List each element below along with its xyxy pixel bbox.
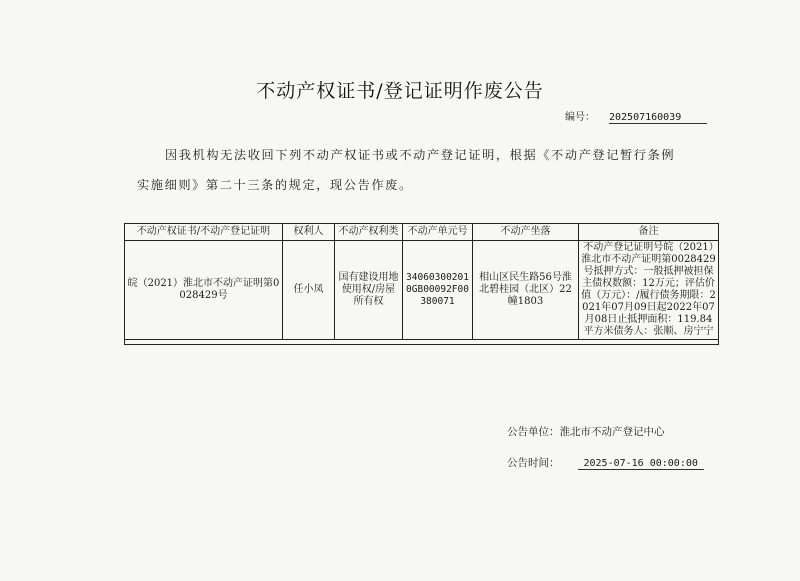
table-blank-row	[125, 340, 719, 345]
time-label: 公告时间：	[507, 457, 560, 469]
paragraph-line-1: 因我机构无法收回下列不动产权证书或不动产登记证明，根据《不动产登记暂行条例	[165, 148, 676, 162]
announcing-unit	[507, 424, 665, 439]
table-row	[125, 241, 719, 340]
unit-label: 公告单位：	[507, 426, 560, 438]
column-header: 权利人	[283, 224, 335, 241]
serial-number	[565, 108, 707, 124]
blank-cell	[125, 340, 719, 345]
column-header: 不动产权证书/不动产登记证明	[125, 224, 283, 241]
cell-right-type: 国有建设用地使用权/房屋所有权	[335, 241, 403, 340]
column-header: 备注	[579, 224, 719, 241]
table-header-row	[125, 224, 719, 241]
column-header: 不动产权利类	[335, 224, 403, 241]
unit-value: 淮北市不动产登记中心	[559, 426, 665, 438]
announcement-paragraph	[137, 140, 727, 200]
serial-value: 202507160039	[609, 112, 707, 124]
announcement-time	[507, 455, 704, 470]
cell-holder: 任小凤	[283, 241, 335, 340]
column-header: 不动产单元号	[403, 224, 473, 241]
column-header: 不动产坐落	[473, 224, 579, 241]
serial-label: 编号：	[565, 112, 595, 123]
cell-remark: 不动产登记证明号皖（2021）淮北市不动产证明第0028429号抵押方式：一般抵押被担保主债权数额：12万元；评估价值（万元）：/履行债务期限：2021年07月09日起2022年07月08日止抵押面积：119.84平方米债务人：张顺、房宁宁	[579, 241, 719, 340]
paragraph-line-2: 实施细则》第二十三条的规定，现公告作废。	[137, 178, 413, 192]
cell-certificate: 皖（2021）淮北市不动产证明第0028429号	[125, 241, 283, 340]
document-title: 不动产权证书/登记证明作废公告	[256, 80, 544, 102]
cell-location: 相山区民生路56号淮北碧桂园（北区）22幢1803	[473, 241, 579, 340]
time-value: 2025-07-16 00:00:00	[578, 458, 704, 470]
cell-unit-no: 340603002010GB00092F00380071	[403, 241, 473, 340]
certificate-table	[124, 223, 719, 345]
